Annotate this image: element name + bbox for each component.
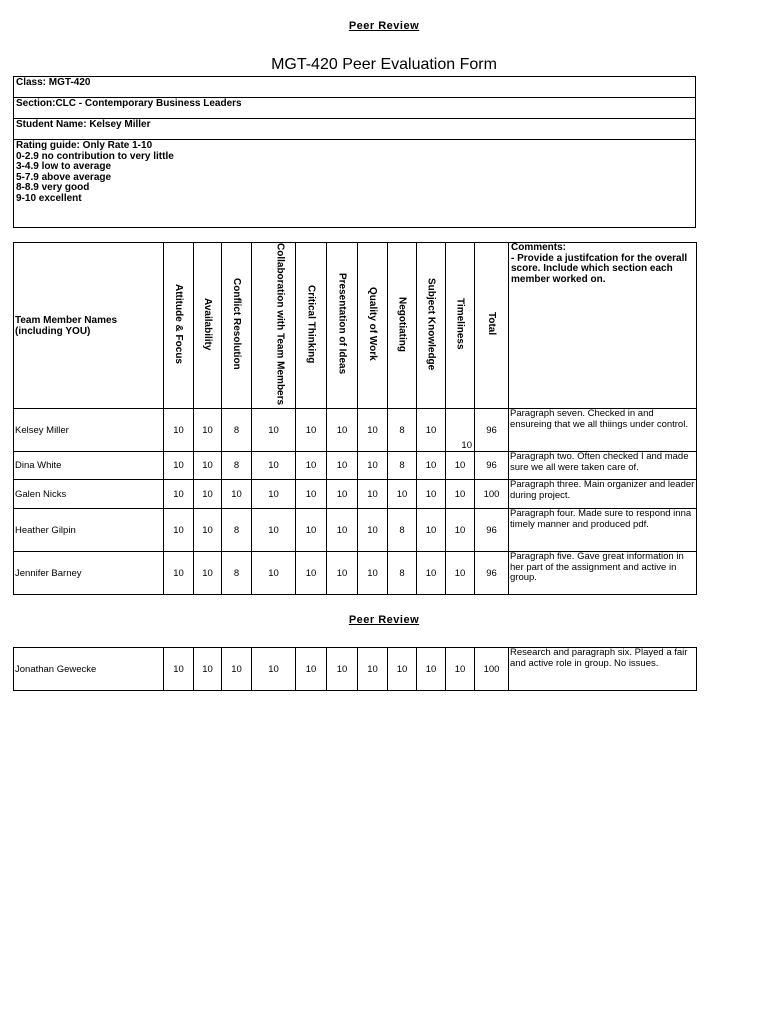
score-cell: 10 xyxy=(327,452,358,480)
score-cell: 10 xyxy=(358,480,388,509)
score-cell: 10 xyxy=(296,452,327,480)
score-cell: 10 xyxy=(194,509,222,552)
score-cell: 10 xyxy=(358,409,388,452)
form-title: MGT-420 Peer Evaluation Form xyxy=(271,56,497,73)
score-cell: 8 xyxy=(388,409,417,452)
rating-guide-line: 0-2.9 no contribution to very little xyxy=(16,150,174,162)
score-cell: 10 xyxy=(252,452,296,480)
column-header: Availability xyxy=(194,243,222,409)
comment-cell: Research and paragraph six. Played a fair and active role in group. No issues. xyxy=(509,648,697,691)
total-cell: 100 xyxy=(475,480,509,509)
score-cell: 8 xyxy=(388,509,417,552)
evaluation-table xyxy=(13,242,697,595)
score-cell: 8 xyxy=(388,452,417,480)
column-header: Collaboration with Team Members xyxy=(252,243,296,409)
score-cell: 10 xyxy=(417,552,446,595)
score-cell: 8 xyxy=(222,452,252,480)
score-cell: 10 xyxy=(446,509,475,552)
score-cell: 10 xyxy=(358,648,388,691)
score-cell: 10 xyxy=(327,648,358,691)
score-cell: 10 xyxy=(446,452,475,480)
column-header: Critical Thinking xyxy=(296,243,327,409)
score-cell: 10 xyxy=(327,509,358,552)
rating-guide-line: 3-4.9 low to average xyxy=(16,161,112,172)
column-header: Negotiating xyxy=(388,243,417,409)
score-cell: 10 xyxy=(164,480,194,509)
score-cell: 8 xyxy=(222,509,252,552)
score-cell: 10 xyxy=(252,409,296,452)
score-cell: 10 xyxy=(327,409,358,452)
total-cell: 96 xyxy=(475,509,509,552)
score-cell: 8 xyxy=(388,552,417,595)
score-cell: 10 xyxy=(446,409,475,452)
table-row xyxy=(14,480,697,509)
score-cell: 10 xyxy=(296,509,327,552)
score-cell: 10 xyxy=(194,480,222,509)
score-cell: 10 xyxy=(388,480,417,509)
score-cell: 10 xyxy=(252,648,296,691)
column-header: Attitude & Focus xyxy=(164,243,194,409)
column-header: Quality of Work xyxy=(358,243,388,409)
student-name-field: Student Name: Kelsey Miller xyxy=(14,119,696,140)
comment-cell: Paragraph seven. Checked in and ensureing that we all thiings under control. xyxy=(509,409,697,452)
member-name: Jennifer Barney xyxy=(14,552,164,595)
member-name: Jonathan Gewecke xyxy=(14,648,164,691)
name-column-header: Team Member Names (including YOU) xyxy=(14,243,164,409)
score-cell: 10 xyxy=(164,452,194,480)
column-header: Presentation of Ideas xyxy=(327,243,358,409)
score-cell: 10 xyxy=(417,480,446,509)
score-cell: 8 xyxy=(222,552,252,595)
score-cell: 10 xyxy=(417,409,446,452)
score-cell: 10 xyxy=(417,648,446,691)
rating-guide-line: 8-8.9 very good xyxy=(16,182,90,193)
score-cell: 10 xyxy=(252,509,296,552)
member-name: Kelsey Miller xyxy=(14,409,164,452)
score-cell: 10 xyxy=(358,452,388,480)
score-cell: 10 xyxy=(252,480,296,509)
score-cell: 10 xyxy=(164,552,194,595)
total-cell: 96 xyxy=(475,409,509,452)
rating-guide-line: 9-10 excellent xyxy=(16,192,82,204)
rating-guide-line: 5-7.9 above average xyxy=(16,171,112,183)
comment-cell: Paragraph four. Made sure to respond inna timely manner and produced pdf. xyxy=(509,509,697,552)
score-cell: 10 xyxy=(296,409,327,452)
score-cell: 10 xyxy=(164,409,194,452)
score-cell: 10 xyxy=(327,552,358,595)
score-cell: 10 xyxy=(358,552,388,595)
score-cell: 10 xyxy=(194,452,222,480)
score-cell: 10 xyxy=(446,648,475,691)
score-cell: 10 xyxy=(194,648,222,691)
page-header: Peer Review xyxy=(348,20,420,32)
member-name: Galen Nicks xyxy=(14,480,164,509)
evaluation-table-continued xyxy=(13,647,697,691)
comments-header: Comments: - Provide a justifcation for the overall score. Include which section each member worked on. xyxy=(509,243,697,409)
comment-cell: Paragraph three. Main organizer and leader during project. xyxy=(509,480,697,509)
total-cell: 96 xyxy=(475,452,509,480)
rating-guide-line: Rating guide: Only Rate 1-10 xyxy=(16,140,153,151)
comment-cell: Paragraph five. Gave great information in her part of the assignment and active in group. xyxy=(509,552,697,595)
table-row xyxy=(14,509,697,552)
member-name: Dina White xyxy=(14,452,164,480)
score-cell: 10 xyxy=(358,509,388,552)
header-row xyxy=(14,243,697,409)
rating-guide xyxy=(14,140,696,228)
comment-cell: Paragraph two. Often checked I and made sure we all were taken care of. xyxy=(509,452,697,480)
score-cell: 10 xyxy=(417,452,446,480)
column-header: Timeliness xyxy=(446,243,475,409)
info-table xyxy=(13,76,696,228)
table-row xyxy=(14,452,697,480)
table-row xyxy=(14,552,697,595)
score-cell: 10 xyxy=(222,648,252,691)
score-cell: 10 xyxy=(194,409,222,452)
score-cell: 10 xyxy=(446,480,475,509)
score-cell: 10 xyxy=(388,648,417,691)
member-name: Heather Gilpin xyxy=(14,509,164,552)
section-field: Section:CLC - Contemporary Business Leaders xyxy=(14,98,696,119)
score-cell: 10 xyxy=(327,480,358,509)
total-cell: 100 xyxy=(475,648,509,691)
column-header: Conflict Resolution xyxy=(222,243,252,409)
score-cell: 10 xyxy=(222,480,252,509)
score-cell: 10 xyxy=(296,552,327,595)
score-cell: 10 xyxy=(296,648,327,691)
column-header: Total xyxy=(475,243,509,409)
score-cell: 10 xyxy=(252,552,296,595)
score-cell: 10 xyxy=(164,509,194,552)
table-row xyxy=(14,409,697,452)
page2-header: Peer Review xyxy=(348,614,420,626)
table-row xyxy=(14,648,697,691)
class-field: Class: MGT-420 xyxy=(14,77,696,98)
score-cell: 10 xyxy=(446,552,475,595)
score-cell: 10 xyxy=(194,552,222,595)
column-header: Subject Knowledge xyxy=(417,243,446,409)
score-cell: 10 xyxy=(417,509,446,552)
total-cell: 96 xyxy=(475,552,509,595)
score-cell: 10 xyxy=(164,648,194,691)
score-cell: 8 xyxy=(222,409,252,452)
score-cell: 10 xyxy=(296,480,327,509)
